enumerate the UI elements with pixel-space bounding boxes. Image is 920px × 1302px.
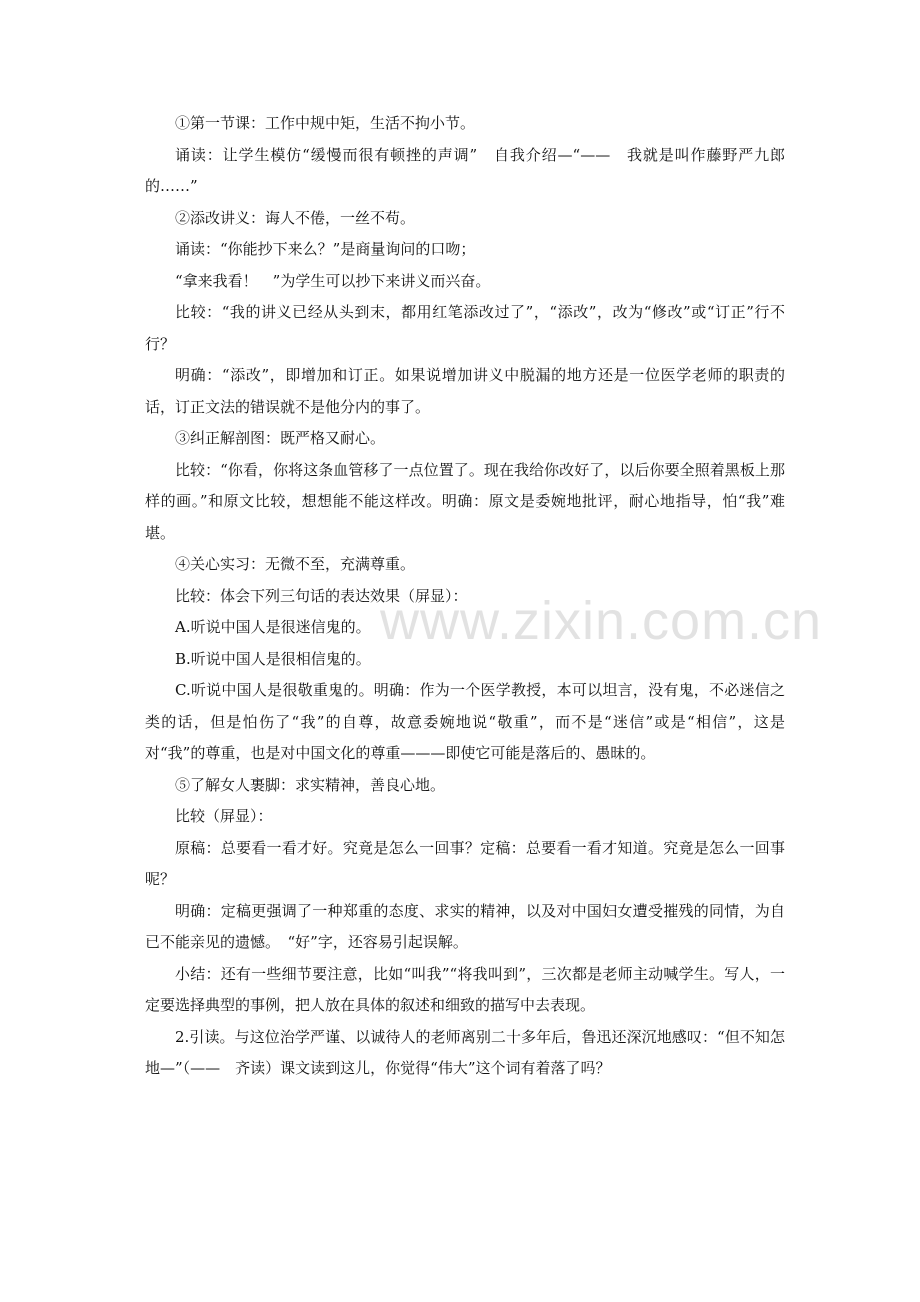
paragraph-9: 比较：“你看，你将这条血管移了一点位置了。现在我给你改好了，以后你要全照着黑板上那样的画。”和原文比较，想想能不能这样改。明确：原文是委婉地批评，耐心地指导，怕“我”难堪。 <box>145 460 785 542</box>
watermark: www.zixin.com.cn <box>380 591 823 651</box>
paragraph-11: 比较：体会下列三句话的表达效果（屏显）： <box>175 586 468 605</box>
paragraph-16: 比较（屏显）： <box>175 807 273 825</box>
paragraph-15: ⑤了解女人裹脚：求实精神，善良心地。 <box>175 775 446 794</box>
paragraph-13: B.听说中国人是很相信鬼的。 <box>175 649 371 668</box>
paragraph-20: 2.引读。与这位治学严谨、以诚待人的老师离别二十多年后，鲁迅还深沉地感叹：“但不知怎地—”（—— 齐读）课文读到这儿，你觉得“伟大”这个词有着落了吗？ <box>145 1027 785 1077</box>
paragraph-3: ②添改讲义：诲人不倦，一丝不苟。 <box>175 208 416 227</box>
paragraph-14: C.听说中国人是很敬重鬼的。明确：作为一个医学教授，本可以坦言，没有鬼，不必迷信之类的话，但是怕伤了“我”的自尊，故意委婉地说“敬重”，而不是“迷信”或是“相信”，这是对“我”的尊重，也是对中国文化的尊重———即使它可能是落后的、愚昧的。 <box>145 681 785 762</box>
paragraph-19: 小结：还有一些细节要注意，比如“叫我”“将我叫到”，三次都是老师主动喊学生。写人，一定要选择典型的事例，把人放在具体的叙述和细致的描写中去表现。 <box>145 964 785 1014</box>
paragraph-18: 明确：定稿更强调了一种郑重的态度、求实的精神，以及对中国妇女遭受摧残的同情，为自已不能亲见的遗憾。 “好”字，还容易引起误解。 <box>145 901 785 951</box>
paragraph-8: ③纠正解剖图：既严格又耐心。 <box>175 429 386 447</box>
paragraph-2: 诵读：让学生模仿“缓慢而很有顿挫的声调” 自我介绍—“—— 我就是叫作藤野严九郎的……” <box>145 145 785 195</box>
paragraph-1: ①第一节课：工作中规中矩，生活不拘小节。 <box>175 114 476 132</box>
paragraph-5: “拿来我看！ ”为学生可以抄下来讲义而兴奋。 <box>175 271 491 290</box>
paragraph-10: ④关心实习：无微不至，充满尊重。 <box>175 555 416 573</box>
paragraph-17: 原稿：总要看一看才好。究竟是怎么一回事？定稿：总要看一看才知道。究竟是怎么一回事呢？ <box>145 838 785 888</box>
paragraph-12: A.听说中国人是很迷信鬼的。 <box>175 618 371 636</box>
document-body <box>145 108 785 1085</box>
paragraph-7: 明确：“添改”，即增加和订正。如果说增加讲义中脱漏的地方还是一位医学老师的职责的话，订正文法的错误就不是他分内的事了。 <box>145 366 785 416</box>
paragraph-6: 比较：“我的讲义已经从头到末，都用红笔添改过了”，“添改”，改为“修改”或“订正”行不行？ <box>145 303 785 353</box>
paragraph-4: 诵读：“你能抄下来么？”是商量询问的口吻； <box>175 240 476 258</box>
